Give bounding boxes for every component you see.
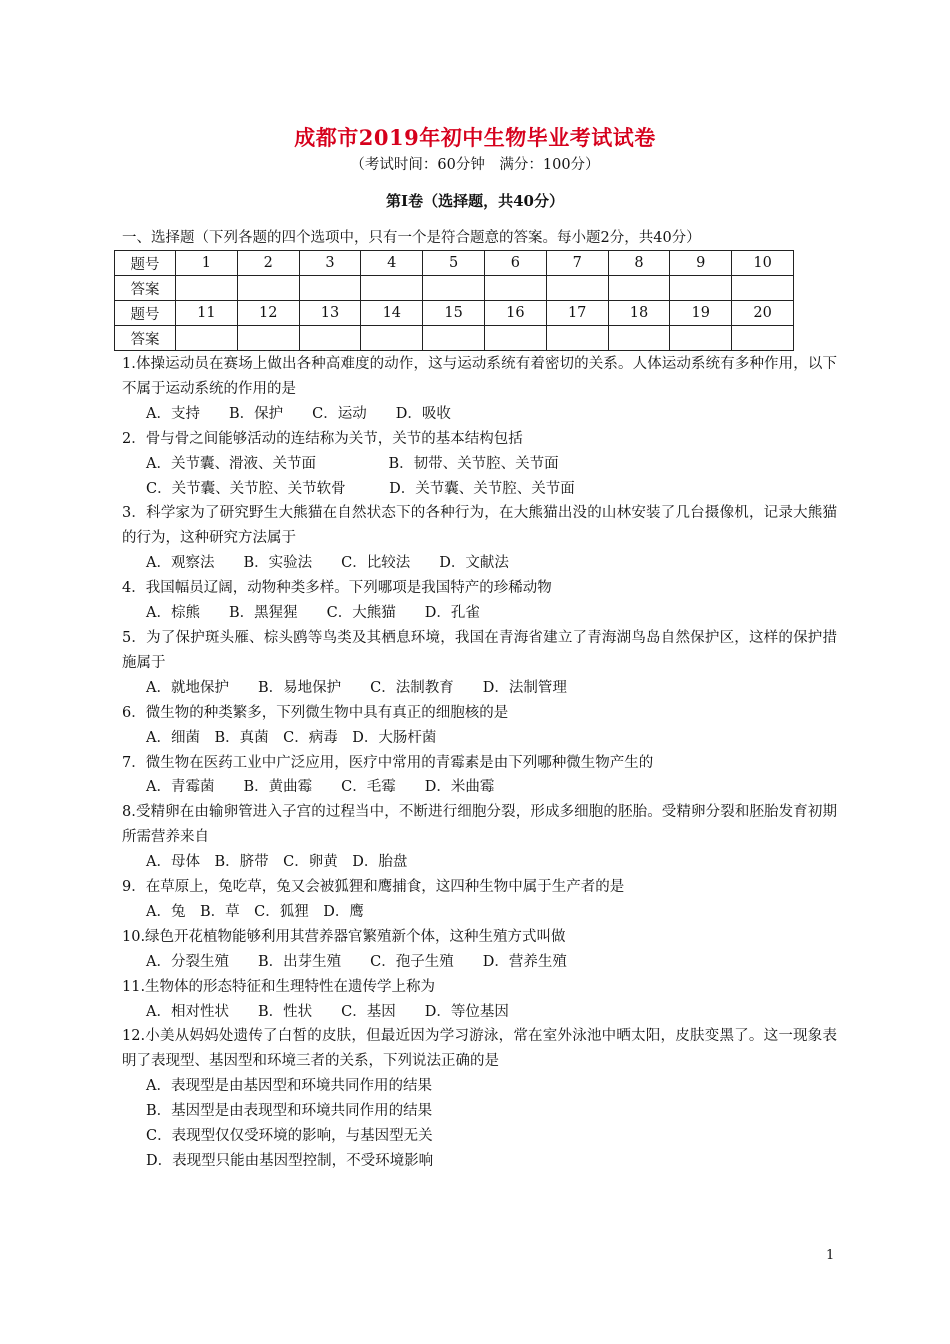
answer-cell[interactable] bbox=[176, 326, 238, 351]
question-number-cell: 8 bbox=[608, 251, 670, 276]
exam-subtitle: （考试时间：60分钟 满分：100分） bbox=[350, 157, 600, 173]
question-options: A．细菌 B．真菌 C．病毒 D．大肠杆菌 bbox=[146, 729, 437, 746]
question-number-cell: 3 bbox=[299, 251, 361, 276]
answer-cell[interactable] bbox=[237, 276, 299, 301]
question-number-cell: 5 bbox=[423, 251, 485, 276]
question-options: A．关节囊、滑液、关节面 B．韧带、关节腔、关节面 bbox=[146, 455, 559, 472]
question-options: A．母体 B．脐带 C．卵黄 D．胎盘 bbox=[146, 854, 408, 871]
question-number-cell: 15 bbox=[423, 301, 485, 326]
question-options: A．就地保护 B．易地保护 C．法制教育 D．法制管理 bbox=[146, 679, 567, 696]
answer-cell[interactable] bbox=[299, 276, 361, 301]
table-row bbox=[115, 276, 794, 301]
question-number-cell: 6 bbox=[484, 251, 546, 276]
question-number-cell: 13 bbox=[299, 301, 361, 326]
question-stem: 5．为了保护斑头雁、棕头鸥等鸟类及其栖息环境，我国在青海省建立了青海湖鸟岛自然保护区，这样的保护措施属于 bbox=[122, 629, 837, 671]
answer-cell[interactable] bbox=[484, 326, 546, 351]
question-stem: 4．我国幅员辽阔，动物种类多样。下列哪项是我国特产的珍稀动物 bbox=[122, 580, 552, 597]
question-number-cell: 18 bbox=[608, 301, 670, 326]
answer-label: 答案 bbox=[115, 276, 176, 301]
answer-table bbox=[114, 250, 794, 351]
section-heading: 第Ⅰ卷（选择题，共40分） bbox=[386, 192, 564, 210]
question-number-cell: 9 bbox=[670, 251, 732, 276]
question-stem: 11.生物体的形态特征和生理特性在遗传学上称为 bbox=[122, 978, 436, 995]
question-options: A．分裂生殖 B．出芽生殖 C．孢子生殖 D．营养生殖 bbox=[146, 953, 567, 970]
question-options: A．棕熊 B．黑猩猩 C．大熊猫 D．孔雀 bbox=[146, 605, 480, 622]
question-stem: 8.受精卵在由输卵管进入子宫的过程当中，不断进行细胞分裂，形成多细胞的胚胎。受精卵分裂和胚胎发育初期所需营养来自 bbox=[122, 804, 837, 846]
question-list bbox=[122, 352, 837, 1174]
answer-cell[interactable] bbox=[670, 326, 732, 351]
question-number-cell: 1 bbox=[176, 251, 238, 276]
answer-cell[interactable] bbox=[732, 276, 794, 301]
question-options: A．相对性状 B．性状 C．基因 D．等位基因 bbox=[146, 1003, 509, 1020]
question-stem: 1.体操运动员在赛场上做出各种高难度的动作，这与运动系统有着密切的关系。人体运动系统有多种作用，以下不属于运动系统的作用的是 bbox=[122, 356, 837, 397]
row-label: 题号 bbox=[115, 251, 176, 276]
answer-cell[interactable] bbox=[423, 276, 485, 301]
answer-label: 答案 bbox=[115, 326, 176, 351]
question-stem: 3．科学家为了研究野生大熊猫在自然状态下的各种行为，在大熊猫出没的山林安装了几台摄像机，记录大熊猫的行为，这种研究方法属于 bbox=[122, 505, 837, 547]
question-number-cell: 16 bbox=[484, 301, 546, 326]
answer-cell[interactable] bbox=[299, 326, 361, 351]
question-options: D．表现型只能由基因型控制，不受环境影响 bbox=[146, 1153, 434, 1169]
question-options: C．表现型仅仅受环境的影响，与基因型无关 bbox=[146, 1128, 433, 1145]
answer-cell[interactable] bbox=[423, 326, 485, 351]
question-stem: 10.绿色开花植物能够利用其营养器官繁殖新个体，这种生殖方式叫做 bbox=[122, 928, 566, 945]
answer-cell[interactable] bbox=[484, 276, 546, 301]
exam-title: 成都市2019年初中生物毕业考试试卷 bbox=[294, 125, 656, 150]
question-number-cell: 7 bbox=[546, 251, 608, 276]
question-number-cell: 17 bbox=[546, 301, 608, 326]
question-options: A．观察法 B．实验法 C．比较法 D．文献法 bbox=[146, 555, 509, 572]
question-stem: 12.小美从妈妈处遗传了白皙的皮肤，但最近因为学习游泳，常在室外泳池中晒太阳，皮肤变黑了。这一现象表明了表现型、基因型和环境三者的关系，下列说法正确的是 bbox=[122, 1028, 837, 1070]
question-number-cell: 12 bbox=[237, 301, 299, 326]
answer-cell[interactable] bbox=[670, 276, 732, 301]
answer-cell[interactable] bbox=[361, 276, 423, 301]
question-number-cell: 20 bbox=[732, 301, 794, 326]
page-number: 1 bbox=[826, 1248, 835, 1263]
question-number-cell: 11 bbox=[176, 301, 238, 326]
table-row bbox=[115, 301, 794, 326]
table-row bbox=[115, 251, 794, 276]
question-number-cell: 10 bbox=[732, 251, 794, 276]
question-number-cell: 4 bbox=[361, 251, 423, 276]
answer-cell[interactable] bbox=[608, 326, 670, 351]
question-number-cell: 19 bbox=[670, 301, 732, 326]
question-stem: 2．骨与骨之间能够活动的连结称为关节，关节的基本结构包括 bbox=[122, 430, 523, 447]
question-options: B．基因型是由表现型和环境共同作用的结果 bbox=[146, 1103, 433, 1120]
question-number-cell: 14 bbox=[361, 301, 423, 326]
question-number-cell: 2 bbox=[237, 251, 299, 276]
question-stem: 7．微生物在医药工业中广泛应用，医疗中常用的青霉素是由下列哪种微生物产生的 bbox=[122, 754, 654, 771]
answer-cell[interactable] bbox=[361, 326, 423, 351]
question-options: A．兔 B．草 C．狐狸 D．鹰 bbox=[146, 903, 364, 920]
answer-cell[interactable] bbox=[546, 276, 608, 301]
question-stem: 9．在草原上，兔吃草，兔又会被狐狸和鹰捕食，这四种生物中属于生产者的是 bbox=[122, 879, 625, 896]
answer-cell[interactable] bbox=[732, 326, 794, 351]
answer-cell[interactable] bbox=[608, 276, 670, 301]
answer-cell[interactable] bbox=[237, 326, 299, 351]
question-stem: 6．微生物的种类繁多，下列微生物中具有真正的细胞核的是 bbox=[122, 704, 509, 721]
question-options: A．青霉菌 B．黄曲霉 C．毛霉 D．米曲霉 bbox=[146, 779, 495, 796]
question-options: A．表现型是由基因型和环境共同作用的结果 bbox=[146, 1078, 432, 1095]
section-instruction: 一、选择题（下列各题的四个选项中，只有一个是符合题意的答案。每小题2分，共40分） bbox=[122, 230, 701, 246]
question-options: C．关节囊、关节腔、关节软骨 D．关节囊、关节腔、关节面 bbox=[146, 480, 575, 497]
table-row bbox=[115, 326, 794, 351]
answer-cell[interactable] bbox=[546, 326, 608, 351]
question-options: A．支持 B．保护 C．运动 D．吸收 bbox=[146, 405, 451, 422]
answer-cell[interactable] bbox=[176, 276, 238, 301]
row-label: 题号 bbox=[115, 301, 176, 326]
